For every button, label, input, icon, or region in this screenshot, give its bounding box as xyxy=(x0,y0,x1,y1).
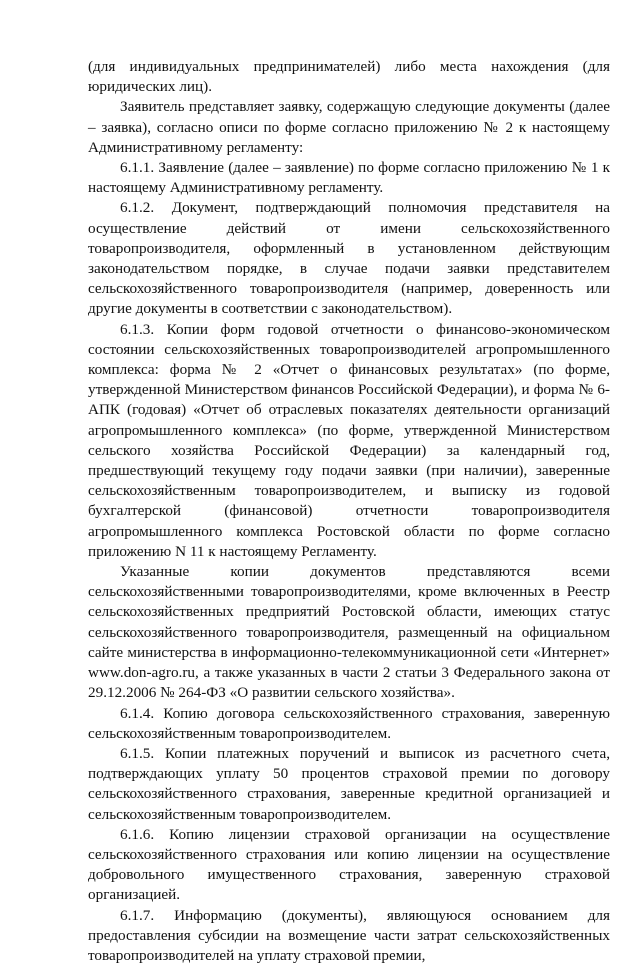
paragraph-application-contents: Заявитель представляет заявку, содержащую следующие документы (далее – заявка), согласно описи по форме согласно приложению № 2 к настоящему Административному регламенту: xyxy=(88,98,610,156)
document-page xyxy=(88,57,610,966)
paragraph-continuation: (для индивидуальных предпринимателей) либо места нахождения (для юридических лиц). xyxy=(88,58,610,96)
paragraph-6-1-5: 6.1.5. Копии платежных поручений и выписок из расчетного счета, подтверждающих уплату 50 процентов страховой премии по договору сельскохозяйственного страхования, заверенные кредитной организацией и сельскохозяйственным товаропроизводителем. xyxy=(88,744,610,823)
paragraph-6-1-7: 6.1.7. Информацию (документы), являющуюся основанием для предоставления субсидии на возмещение части затрат сельскохозяйственных товаропроизводителей на уплату страховой премии, xyxy=(88,906,610,964)
paragraph-copies-note: Указанные копии документов представляются всеми сельскохозяйственными товаропроизводителями, кроме включенных в Реестр сельскохозяйственных предприятий Ростовской области, имеющих статус сельскохозяйственного товаропроизводителя, размещенный на официальном сайте министерства в информационно-телекоммуникационной сети «Интернет» www.don-agro.ru, а также указанных в части 2 статьи 3 Федерального закона от 29.12.2006 № 264-ФЗ «О развитии сельского хозяйства». xyxy=(88,563,610,702)
paragraph-6-1-2: 6.1.2. Документ, подтверждающий полномочия представителя на осуществление действий от имени сельскохозяйственного товаропроизводителя, оформленный в установленном действующим законодательством порядке, в случае подачи заявки представителем сельскохозяйственного товаропроизводителя (например, доверенность или другие документы в соответствии с законодательством). xyxy=(88,199,610,318)
paragraph-6-1-1: 6.1.1. Заявление (далее – заявление) по форме согласно приложению № 1 к настоящему Административному регламенту. xyxy=(88,159,610,197)
paragraph-6-1-3: 6.1.3. Копии форм годовой отчетности о финансово-экономическом состоянии сельскохозяйственных товаропроизводителей агропромышленного комплекса: форма № 2 «Отчет о финансовых результатах» (по форме, утвержденной Министерством финансов Российской Федерации), и форма № 6-АПК (годовая) «Отчет об отраслевых показателях деятельности организаций агропромышленного комплекса» (по форме, утвержденной Министерством сельского хозяйства Российской Федерации) за календарный год, предшествующий текущему году подачи заявки (при наличии), заверенные сельскохозяйственным товаропроизводителем, и выписку из годовой бухгалтерской (финансовой) отчетности товаропроизводителя агропромышленного комплекса Ростовской области по форме согласно приложению N 11 к настоящему Регламенту. xyxy=(88,320,610,560)
paragraph-6-1-6: 6.1.6. Копию лицензии страховой организации на осуществление сельскохозяйственного страхования или копию лицензии на осуществление добровольного имущественного страхования, заверенную страховой организацией. xyxy=(88,825,610,904)
paragraph-6-1-4: 6.1.4. Копию договора сельскохозяйственного страхования, заверенную сельскохозяйственным товаропроизводителем. xyxy=(88,704,610,742)
